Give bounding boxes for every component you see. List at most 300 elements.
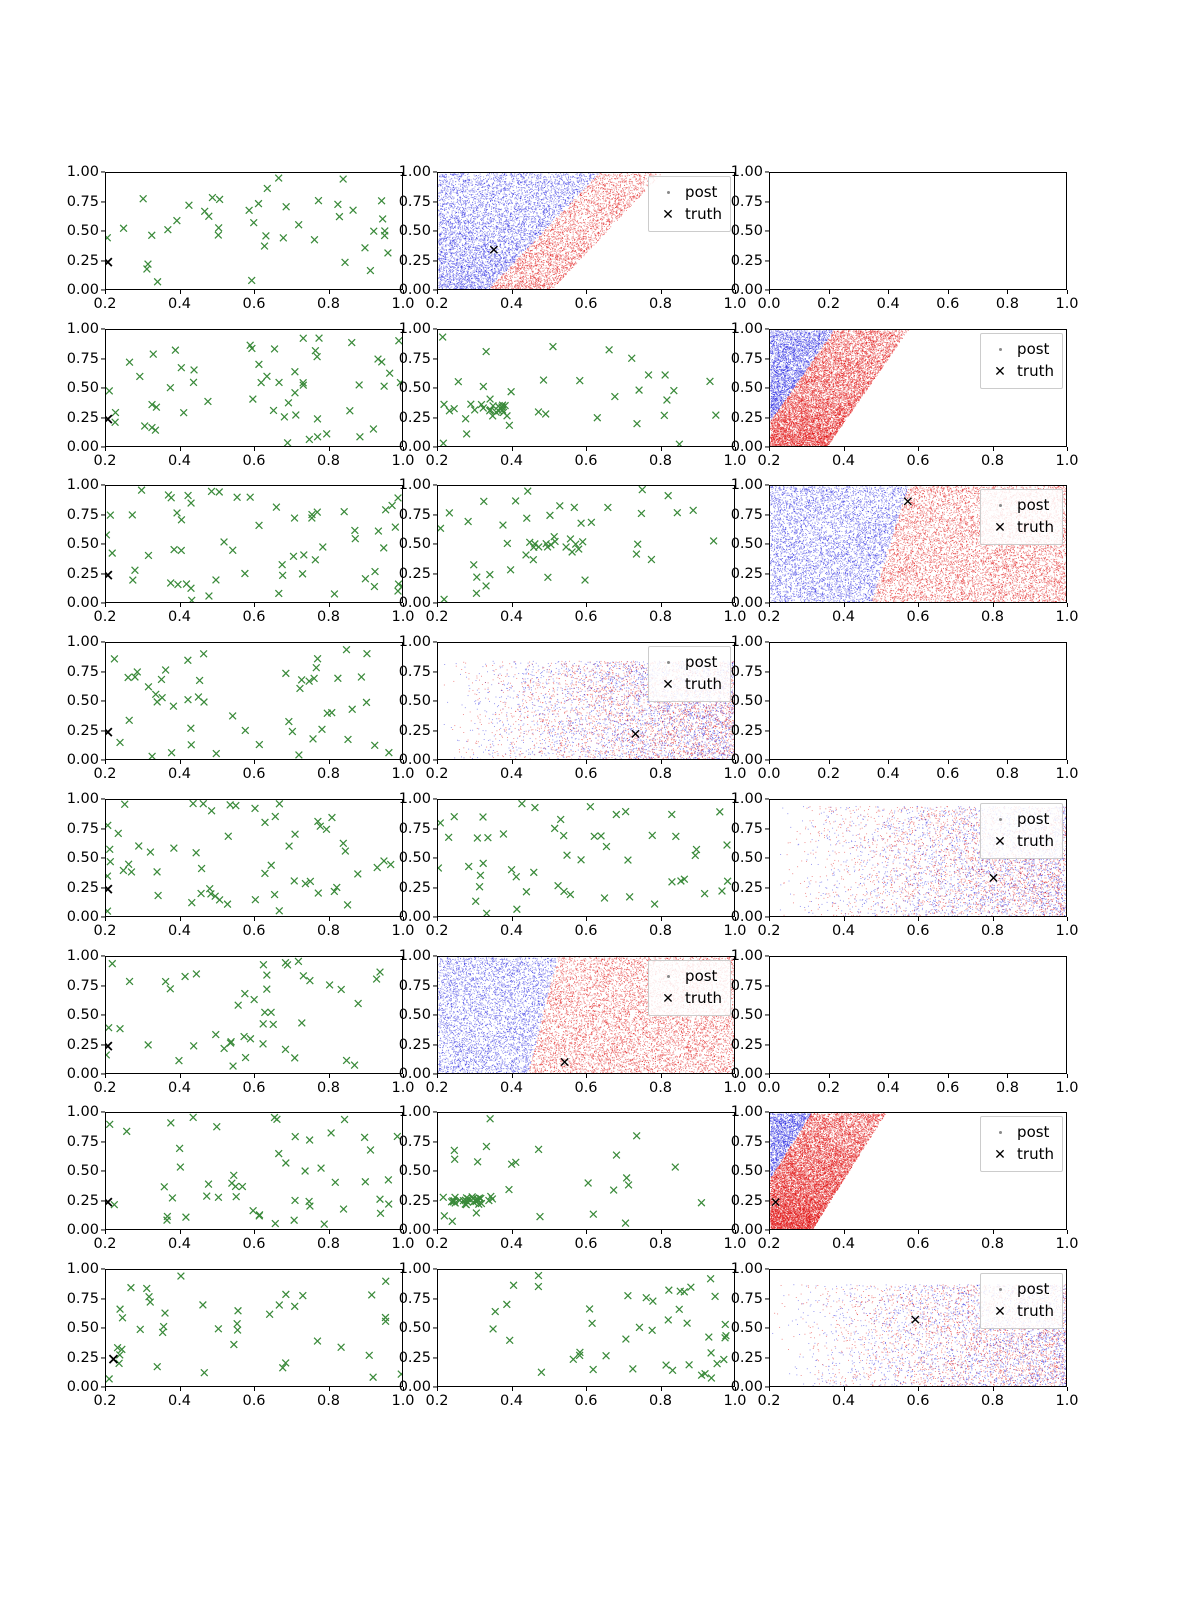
- x-tick-label: 0.2: [93, 296, 117, 312]
- x-tick-label: 1.0: [391, 766, 415, 782]
- y-tick-label: 0.25: [398, 1349, 431, 1366]
- x-tick-label: 0.2: [93, 1393, 117, 1409]
- post-dot-icon: [987, 339, 1013, 361]
- x-tick-label: 0.2: [425, 1236, 449, 1252]
- x-tick-mark: [437, 1230, 438, 1234]
- x-tick-mark: [993, 917, 994, 921]
- x-tick-mark: [512, 1230, 513, 1234]
- x-tick-label: 0.2: [757, 453, 781, 469]
- x-tick-mark: [918, 603, 919, 607]
- x-tick-label: 0.4: [167, 1080, 192, 1096]
- subplot-7-2: [730, 1261, 1079, 1409]
- x-tick-label: 0.2: [757, 609, 781, 625]
- x-tick-mark: [329, 1387, 330, 1391]
- x-tick-mark: [105, 1074, 106, 1078]
- x-tick-mark: [437, 603, 438, 607]
- x-tick-label: 1.0: [1055, 296, 1079, 312]
- x-tick-mark: [512, 1074, 513, 1078]
- x-tick-mark: [1007, 1074, 1008, 1078]
- x-tick-label: 0.4: [499, 1080, 524, 1096]
- y-tick-label: 1.00: [730, 948, 763, 964]
- y-tick-label: 0.50: [398, 380, 431, 396]
- x-tick-label: 0.2: [93, 923, 117, 939]
- scatter-layer: [106, 1270, 403, 1387]
- plot-axes: [769, 956, 1067, 1074]
- x-tick-label: 0.8: [648, 923, 673, 939]
- x-tick-mark: [512, 917, 513, 921]
- legend-item-truth: [987, 1301, 1054, 1323]
- subplot-3-2: [730, 634, 1079, 782]
- y-tick-label: 0.25: [66, 252, 99, 269]
- y-tick-label: 1.00: [398, 1261, 431, 1277]
- x-tick-label: 0.6: [574, 609, 598, 625]
- x-tick-label: 0.4: [167, 1393, 192, 1409]
- x-tick-label: 0.6: [906, 923, 930, 939]
- y-tick-label: 0.25: [398, 722, 431, 739]
- x-tick-label: 0.8: [980, 1236, 1005, 1252]
- legend-label-post: post: [685, 653, 718, 671]
- legend-item-post: [987, 809, 1054, 831]
- truth-x-icon: ✕: [662, 990, 674, 1007]
- x-tick-label: 0.6: [242, 609, 266, 625]
- x-tick-mark: [661, 290, 662, 294]
- y-tick-label: 1.00: [66, 1261, 99, 1277]
- legend-item-post: [655, 182, 722, 204]
- subplot-grid: [66, 164, 1079, 1409]
- x-tick-mark: [512, 290, 513, 294]
- y-tick-label: 0.50: [398, 1007, 431, 1023]
- x-tick-mark: [1067, 1230, 1068, 1234]
- y-tick-label: 0.50: [730, 223, 763, 239]
- y-tick-label: 0.00: [398, 909, 431, 925]
- legend-item-post: [987, 495, 1054, 517]
- x-tick-label: 0.2: [425, 609, 449, 625]
- y-tick-label: 0.25: [730, 879, 763, 896]
- y-tick-label: 0.00: [398, 1066, 431, 1082]
- x-tick-label: 1.0: [1055, 609, 1079, 625]
- x-tick-label: 1.0: [391, 1393, 415, 1409]
- x-tick-label: 0.8: [316, 923, 341, 939]
- scatter-layer: [106, 330, 403, 447]
- x-tick-label: 0.2: [93, 1080, 117, 1096]
- subplot-0-0: [66, 164, 415, 312]
- plot-axes: [105, 956, 403, 1074]
- y-tick-label: 1.00: [730, 164, 763, 180]
- legend: [980, 803, 1063, 859]
- x-tick-label: 0.6: [242, 453, 266, 469]
- legend-label-post: post: [1017, 496, 1050, 514]
- y-tick-label: 0.00: [730, 752, 763, 768]
- x-tick-label: 0.4: [876, 296, 900, 312]
- x-tick-label: 1.0: [723, 923, 747, 939]
- x-tick-label: 0.4: [876, 766, 900, 782]
- legend-label-truth: truth: [685, 988, 722, 1007]
- y-tick-label: 0.00: [730, 1222, 763, 1238]
- y-tick-label: 0.75: [66, 1290, 99, 1307]
- x-tick-mark: [888, 760, 889, 764]
- post-dot-icon: [987, 1279, 1013, 1301]
- x-tick-label: 0.4: [831, 609, 856, 625]
- subplot-7-0: [66, 1261, 415, 1409]
- x-tick-label: 0.8: [316, 296, 341, 312]
- x-tick-mark: [948, 1074, 949, 1078]
- x-tick-label: 0.4: [499, 923, 524, 939]
- x-tick-mark: [180, 917, 181, 921]
- x-tick-mark: [180, 447, 181, 451]
- x-tick-label: 1.0: [723, 609, 747, 625]
- plot-axes: [437, 485, 735, 603]
- subplot-4-0: [66, 791, 415, 939]
- x-tick-label: 0.4: [876, 1080, 900, 1096]
- y-tick-label: 0.00: [66, 752, 99, 768]
- legend-label-post: post: [685, 183, 718, 201]
- y-tick-label: 1.00: [66, 477, 99, 493]
- x-tick-mark: [993, 447, 994, 451]
- x-tick-mark: [437, 760, 438, 764]
- x-tick-label: 0.8: [648, 766, 673, 782]
- x-tick-mark: [844, 1387, 845, 1391]
- scatter-layer: [438, 1270, 735, 1387]
- truth-x-icon: ✕: [994, 1146, 1006, 1163]
- y-tick-label: 0.50: [66, 850, 99, 866]
- x-tick-mark: [437, 917, 438, 921]
- subplot-2-2: [730, 477, 1079, 625]
- x-tick-label: 0.4: [167, 453, 192, 469]
- x-tick-label: 1.0: [723, 1393, 747, 1409]
- x-tick-label: 0.4: [167, 1236, 192, 1252]
- x-tick-mark: [105, 290, 106, 294]
- x-tick-mark: [512, 447, 513, 451]
- y-tick-label: 1.00: [730, 1261, 763, 1277]
- x-tick-mark: [437, 447, 438, 451]
- legend-item-truth: [987, 1144, 1054, 1166]
- x-tick-label: 0.4: [831, 1393, 856, 1409]
- x-tick-mark: [586, 290, 587, 294]
- y-tick-label: 0.50: [66, 1163, 99, 1179]
- x-tick-mark: [105, 1230, 106, 1234]
- x-tick-label: 0.6: [906, 1393, 930, 1409]
- y-tick-label: 1.00: [66, 791, 99, 807]
- x-tick-label: 0.2: [93, 453, 117, 469]
- plot-axes: [105, 172, 403, 290]
- x-tick-mark: [1007, 760, 1008, 764]
- x-tick-label: 1.0: [391, 296, 415, 312]
- legend-item-truth: [987, 831, 1054, 853]
- x-tick-label: 0.2: [817, 296, 841, 312]
- scatter-layer: [106, 800, 403, 917]
- x-tick-label: 1.0: [1055, 1080, 1079, 1096]
- x-tick-mark: [661, 603, 662, 607]
- y-tick-label: 0.50: [398, 693, 431, 709]
- y-tick-label: 0.50: [398, 223, 431, 239]
- y-tick-label: 0.00: [66, 282, 99, 298]
- y-tick-label: 1.00: [66, 1104, 99, 1120]
- y-tick-label: 1.00: [398, 634, 431, 650]
- y-tick-label: 0.75: [66, 193, 99, 210]
- x-tick-label: 0.4: [831, 453, 856, 469]
- x-tick-label: 0.6: [242, 1393, 266, 1409]
- x-tick-mark: [918, 447, 919, 451]
- subplot-0-2: [730, 164, 1079, 312]
- x-tick-label: 0.2: [425, 453, 449, 469]
- y-tick-label: 0.75: [398, 820, 431, 837]
- y-tick-label: 0.00: [730, 1379, 763, 1395]
- legend-label-truth: truth: [685, 674, 722, 693]
- x-tick-label: 0.2: [425, 1080, 449, 1096]
- y-tick-label: 0.00: [398, 595, 431, 611]
- x-tick-label: 0.4: [499, 766, 524, 782]
- x-tick-mark: [512, 1387, 513, 1391]
- y-tick-label: 0.25: [398, 252, 431, 269]
- scatter-layer: [106, 957, 403, 1074]
- y-tick-label: 0.25: [398, 409, 431, 426]
- x-tick-mark: [661, 1387, 662, 1391]
- y-tick-label: 0.50: [730, 693, 763, 709]
- legend-item-truth: [655, 674, 722, 696]
- y-tick-label: 0.75: [66, 820, 99, 837]
- truth-x-icon: ✕: [994, 519, 1006, 536]
- x-tick-mark: [1067, 290, 1068, 294]
- x-tick-label: 0.2: [757, 923, 781, 939]
- y-tick-label: 0.25: [66, 1349, 99, 1366]
- subplot-5-2: [730, 948, 1079, 1096]
- x-tick-mark: [993, 1387, 994, 1391]
- y-tick-label: 0.00: [730, 282, 763, 298]
- y-tick-label: 1.00: [398, 791, 431, 807]
- x-tick-label: 0.2: [817, 766, 841, 782]
- y-tick-label: 0.00: [398, 752, 431, 768]
- subplot-0-1: [398, 164, 747, 312]
- plot-axes: [437, 1112, 735, 1230]
- y-tick-label: 0.75: [398, 977, 431, 994]
- x-tick-label: 0.2: [425, 923, 449, 939]
- y-tick-label: 1.00: [730, 791, 763, 807]
- x-tick-label: 0.2: [425, 296, 449, 312]
- x-tick-label: 1.0: [723, 766, 747, 782]
- y-tick-label: 0.50: [66, 223, 99, 239]
- scatter-layer: [106, 1113, 403, 1230]
- x-tick-mark: [512, 603, 513, 607]
- x-tick-mark: [1067, 917, 1068, 921]
- x-tick-mark: [105, 603, 106, 607]
- x-tick-label: 0.8: [316, 766, 341, 782]
- post-dot-icon: [987, 495, 1013, 517]
- legend-item-truth: [655, 988, 722, 1010]
- y-tick-label: 0.75: [66, 663, 99, 680]
- x-tick-label: 0.8: [316, 1393, 341, 1409]
- x-tick-label: 0.6: [574, 1393, 598, 1409]
- y-tick-label: 1.00: [398, 477, 431, 493]
- x-tick-label: 0.2: [425, 1393, 449, 1409]
- post-dot-icon: [655, 182, 681, 204]
- plot-axes: [437, 1269, 735, 1387]
- x-tick-label: 0.4: [831, 923, 856, 939]
- subplot-4-2: [730, 791, 1079, 939]
- y-tick-label: 1.00: [730, 1104, 763, 1120]
- y-tick-label: 0.00: [66, 909, 99, 925]
- x-tick-label: 1.0: [391, 453, 415, 469]
- y-tick-label: 0.00: [66, 439, 99, 455]
- x-tick-label: 0.2: [93, 766, 117, 782]
- y-tick-label: 0.75: [398, 506, 431, 523]
- x-tick-label: 0.8: [980, 923, 1005, 939]
- x-tick-label: 1.0: [1055, 923, 1079, 939]
- legend: [980, 489, 1063, 545]
- x-tick-label: 0.4: [499, 1236, 524, 1252]
- y-tick-label: 0.25: [730, 1036, 763, 1053]
- y-tick-label: 0.25: [730, 722, 763, 739]
- y-tick-label: 0.00: [66, 1222, 99, 1238]
- x-tick-label: 0.0: [757, 766, 781, 782]
- y-tick-label: 0.75: [66, 977, 99, 994]
- x-tick-mark: [888, 1074, 889, 1078]
- y-tick-label: 0.75: [730, 977, 763, 994]
- plot-axes: [105, 642, 403, 760]
- y-tick-label: 0.25: [398, 565, 431, 582]
- y-tick-label: 0.50: [730, 1007, 763, 1023]
- y-tick-label: 0.25: [730, 1349, 763, 1366]
- y-tick-label: 0.50: [398, 1320, 431, 1336]
- y-tick-label: 0.50: [730, 1163, 763, 1179]
- y-tick-label: 0.25: [66, 565, 99, 582]
- x-tick-label: 0.4: [167, 766, 192, 782]
- x-tick-label: 1.0: [723, 1236, 747, 1252]
- legend-label-truth: truth: [685, 204, 722, 223]
- x-tick-label: 0.8: [648, 1393, 673, 1409]
- y-tick-label: 0.75: [730, 506, 763, 523]
- y-tick-label: 1.00: [66, 164, 99, 180]
- post-dot-icon: [655, 966, 681, 988]
- legend: [648, 646, 731, 702]
- x-tick-label: 1.0: [723, 1080, 747, 1096]
- y-tick-label: 0.00: [730, 1066, 763, 1082]
- legend-item-truth: [987, 361, 1054, 383]
- y-tick-label: 0.50: [398, 850, 431, 866]
- x-tick-mark: [844, 917, 845, 921]
- y-tick-label: 0.25: [730, 409, 763, 426]
- x-tick-mark: [829, 760, 830, 764]
- x-tick-label: 0.8: [316, 609, 341, 625]
- legend: [648, 176, 731, 232]
- x-tick-mark: [180, 290, 181, 294]
- x-tick-mark: [1067, 447, 1068, 451]
- x-tick-mark: [105, 760, 106, 764]
- x-tick-mark: [329, 760, 330, 764]
- x-tick-label: 0.2: [93, 1236, 117, 1252]
- y-tick-label: 0.50: [730, 380, 763, 396]
- x-tick-label: 0.6: [242, 923, 266, 939]
- y-tick-label: 1.00: [398, 1104, 431, 1120]
- scatter-layer: [438, 800, 735, 917]
- legend: [980, 1273, 1063, 1329]
- subplot-7-1: [398, 1261, 747, 1409]
- x-tick-label: 0.4: [499, 1393, 524, 1409]
- x-tick-mark: [829, 1074, 830, 1078]
- y-tick-label: 1.00: [66, 321, 99, 337]
- subplot-6-0: [66, 1104, 415, 1252]
- x-tick-mark: [1067, 1074, 1068, 1078]
- x-tick-label: 0.2: [93, 609, 117, 625]
- y-tick-label: 0.00: [66, 1066, 99, 1082]
- x-tick-label: 1.0: [1055, 453, 1079, 469]
- x-tick-mark: [586, 917, 587, 921]
- y-tick-label: 0.75: [730, 1290, 763, 1307]
- subplot-4-1: [398, 791, 747, 939]
- legend-label-post: post: [1017, 1280, 1050, 1298]
- x-tick-label: 1.0: [723, 296, 747, 312]
- legend-item-truth: [655, 204, 722, 226]
- scatter-layer: [770, 957, 1067, 1074]
- x-tick-label: 0.8: [648, 296, 673, 312]
- x-tick-mark: [661, 760, 662, 764]
- x-tick-mark: [254, 917, 255, 921]
- truth-x-icon: ✕: [662, 206, 674, 223]
- subplot-1-2: [730, 321, 1079, 469]
- y-tick-label: 0.50: [398, 536, 431, 552]
- y-tick-label: 0.25: [66, 1036, 99, 1053]
- post-dot-icon: [987, 1122, 1013, 1144]
- y-tick-label: 0.00: [730, 439, 763, 455]
- x-tick-mark: [105, 447, 106, 451]
- plot-axes: [105, 485, 403, 603]
- y-tick-label: 0.00: [398, 282, 431, 298]
- x-tick-label: 0.4: [499, 609, 524, 625]
- subplot-1-0: [66, 321, 415, 469]
- subplot-5-0: [66, 948, 415, 1096]
- x-tick-label: 0.8: [995, 1080, 1019, 1096]
- x-tick-mark: [661, 1074, 662, 1078]
- y-tick-label: 0.00: [66, 595, 99, 611]
- subplot-2-0: [66, 477, 415, 625]
- x-tick-mark: [512, 760, 513, 764]
- x-tick-mark: [1067, 1387, 1068, 1391]
- x-tick-mark: [586, 447, 587, 451]
- legend: [980, 1116, 1063, 1172]
- y-tick-label: 0.75: [398, 1290, 431, 1307]
- x-tick-mark: [948, 760, 949, 764]
- x-tick-label: 1.0: [1055, 766, 1079, 782]
- x-tick-mark: [661, 1230, 662, 1234]
- y-tick-label: 0.75: [730, 820, 763, 837]
- y-tick-label: 0.25: [730, 565, 763, 582]
- x-tick-label: 0.4: [831, 1236, 856, 1252]
- y-tick-label: 0.50: [66, 1007, 99, 1023]
- plot-axes: [105, 1269, 403, 1387]
- legend-item-post: [655, 652, 722, 674]
- y-tick-label: 0.75: [66, 350, 99, 367]
- legend: [980, 333, 1063, 389]
- scatter-layer: [770, 173, 1067, 290]
- x-tick-label: 0.4: [167, 296, 192, 312]
- x-tick-mark: [888, 290, 889, 294]
- legend-label-post: post: [1017, 340, 1050, 358]
- x-tick-mark: [105, 917, 106, 921]
- x-tick-label: 0.8: [980, 1393, 1005, 1409]
- y-tick-label: 0.75: [730, 193, 763, 210]
- x-tick-label: 0.6: [242, 766, 266, 782]
- x-tick-mark: [437, 1074, 438, 1078]
- x-tick-mark: [329, 290, 330, 294]
- x-tick-mark: [180, 760, 181, 764]
- y-tick-label: 0.00: [398, 439, 431, 455]
- x-tick-mark: [769, 290, 770, 294]
- x-tick-mark: [769, 603, 770, 607]
- x-tick-mark: [661, 447, 662, 451]
- x-tick-label: 0.6: [574, 1236, 598, 1252]
- y-tick-label: 0.00: [398, 1379, 431, 1395]
- x-tick-label: 0.0: [757, 296, 781, 312]
- subplot-5-1: [398, 948, 747, 1096]
